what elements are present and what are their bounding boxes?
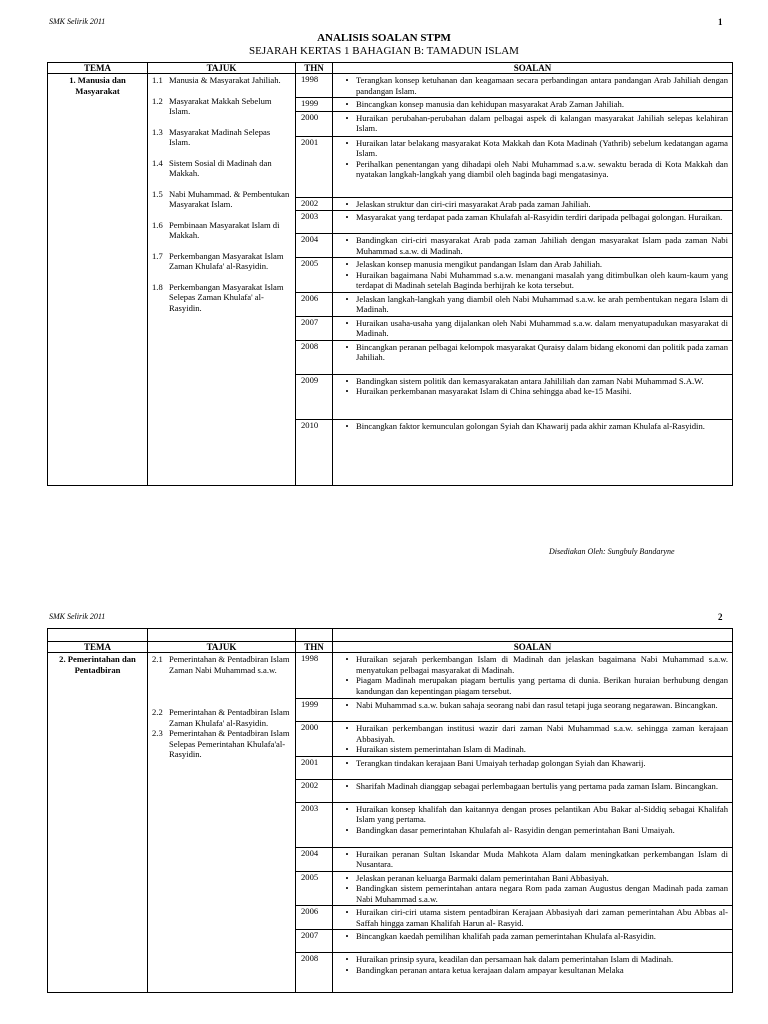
bullet-icon: • (345, 824, 349, 835)
question-item (338, 781, 728, 792)
year-cell: 2001 (296, 756, 333, 779)
tajuk-cell (148, 653, 296, 993)
bullet-icon: • (345, 235, 349, 245)
year-cell: 2002 (296, 779, 333, 802)
year-cell: 2003 (296, 211, 333, 234)
year-cell: 2005 (296, 871, 333, 906)
bullet-icon: • (345, 700, 349, 710)
document-title: ANALISIS SOALAN STPM (317, 32, 451, 44)
tajuk-item (152, 127, 293, 148)
year-cell: 2005 (296, 258, 333, 293)
question-item (338, 159, 728, 180)
bullet-icon: • (345, 780, 349, 791)
question-item (338, 376, 728, 387)
column-header-tajuk: TAJUK (148, 63, 296, 74)
question-text: Bandingkan sistem politik dan kemasyarakatan antara Jahililiah dan zaman Nabi Muhammad S.A.W. (356, 375, 704, 386)
soalan-cell (333, 136, 733, 197)
tema-cell (48, 653, 148, 993)
question-text: Bandingkan peranan antara ketua kerajaan dalam ampayar kesultanan Melaka (356, 964, 624, 975)
question-text: Huraikan konsep khalifah dan kaitannya dengan proses pelantikan Abu Bakar al-Siddiq sebagai Khalifah Islam yang pertama. (356, 803, 728, 824)
year-cell: 2009 (296, 374, 333, 419)
question-text: Terangkan konsep ketuhanan dan keagamaan secara perbandingan antara pandangan Arab Jahiliah dengan pandangan Islam. (356, 75, 728, 96)
question-item (338, 654, 728, 675)
question-item (338, 99, 728, 110)
question-item (338, 75, 728, 96)
question-text: Terangkan tindakan kerajaan Bani Umaiyah terhadap golongan Syiah dan Khawarij. (356, 757, 646, 768)
question-item (338, 675, 728, 696)
column-header-tema: TEMA (48, 63, 148, 74)
bullet-icon: • (345, 158, 349, 169)
question-item (338, 421, 728, 432)
tajuk-number: 2.2 (152, 707, 163, 717)
soalan-cell (333, 258, 733, 293)
tajuk-item (152, 654, 293, 675)
soalan-cell (333, 98, 733, 112)
bullet-icon: • (345, 964, 349, 975)
question-item (338, 849, 728, 870)
question-text: Jelaskan konsep manusia mengikut pandangan Islam dan Arab Jahiliah. (356, 259, 603, 269)
page-number: 1 (718, 17, 723, 27)
bullet-icon: • (345, 420, 349, 431)
question-item (338, 235, 728, 256)
bullet-icon: • (345, 269, 349, 280)
column-header-thn: THN (296, 63, 333, 74)
question-text: Jelaskan struktur dan ciri-ciri masyarakat Arab pada zaman Jahiliah. (356, 198, 591, 209)
year-cell: 2004 (296, 847, 333, 871)
question-text: Huraikan perkembangan institusi wazir dari zaman Nabi Muhammad s.a.w. sehingga zaman kerajaan Abbasiyah. (356, 723, 728, 744)
question-text: Huraikan ciri-ciri utama sistem pentadbiran Kerajaan Abbasiyah dari zaman pemerintahan Abu Abbas al-Saffah hingga zaman Khalifah Harun al- Rasyid. (356, 907, 728, 928)
bullet-icon: • (345, 75, 349, 85)
bullet-icon: • (345, 723, 349, 733)
document-title-block (0, 32, 768, 58)
tajuk-item (152, 189, 293, 210)
question-text: Jelaskan langkah-langkah yang diambil oleh Nabi Muhammad s.a.w. ke arah pembentukan negara Islam di Madinah. (356, 293, 728, 314)
tajuk-item (152, 707, 293, 728)
tajuk-number: 1.1 (152, 75, 163, 85)
question-text: Huraikan peranan Sultan Iskandar Muda Mahkota Alam dalam meningkatkan perkembangan Islam di Nusantara. (356, 848, 728, 869)
question-analysis-table (47, 62, 733, 486)
bullet-icon: • (345, 803, 349, 814)
soalan-cell (333, 953, 733, 993)
question-text: Huraikan prinsip syura, keadilan dan persamaan hak dalam pemerintahan Islam di Madinah. (356, 954, 674, 964)
soalan-cell (333, 419, 733, 485)
tema-label: 2. Pemerintahan dan Pentadbiran (59, 654, 136, 675)
question-text: Sharifah Madinah dianggap sebagai perlembagaan bertulis yang pertama pada zaman Islam. Bincangkan. (356, 780, 718, 791)
soalan-cell (333, 653, 733, 699)
question-item (338, 138, 728, 159)
question-item (338, 883, 728, 904)
bullet-icon: • (345, 293, 349, 304)
soalan-cell (333, 211, 733, 234)
question-text: Bincangkan kaedah pemilihan khalifah pada zaman pemerintahan Khulafa al-Rasyidin. (356, 931, 656, 941)
question-item (338, 113, 728, 134)
soalan-cell (333, 930, 733, 953)
year-cell: 2000 (296, 111, 333, 136)
tajuk-number: 2.1 (152, 654, 163, 664)
question-text: Nabi Muhammad s.a.w. bukan sahaja seorang nabi dan rasul tetapi juga seorang negarawan. Bincangkan. (356, 700, 718, 710)
bullet-icon: • (345, 872, 349, 883)
year-cell: 2001 (296, 136, 333, 197)
year-cell: 1998 (296, 653, 333, 699)
year-cell: 2008 (296, 340, 333, 374)
bullet-icon: • (345, 198, 349, 209)
soalan-cell (333, 234, 733, 258)
tajuk-text: Pemerintahan & Pentadbiran Islam Selepas Pemerintahan Khulafa'al-Rasyidin. (169, 728, 290, 759)
tajuk-text: Pembinaan Masyarakat Islam di Makkah. (169, 219, 280, 240)
bullet-icon: • (345, 375, 349, 386)
bullet-icon: • (345, 654, 349, 664)
soalan-cell (333, 699, 733, 722)
question-item (338, 259, 728, 270)
table-header-row (48, 63, 733, 74)
tajuk-cell (148, 74, 296, 486)
soalan-cell (333, 756, 733, 779)
soalan-cell (333, 292, 733, 316)
document-subtitle: SEJARAH KERTAS 1 BAHAGIAN B: TAMADUN ISLAM (249, 45, 519, 57)
tajuk-number: 1.7 (152, 250, 163, 261)
soalan-cell (333, 111, 733, 136)
question-item (338, 758, 728, 769)
soalan-cell (333, 374, 733, 419)
question-text: Bandingkan sistem pemerintahan antara negara Rom pada zaman Augustus dengan Madinah pada zaman Nabi Muhammad s.a.w. (356, 883, 728, 904)
tajuk-item (152, 220, 293, 241)
question-text: Huraikan sejarah perkembangan Islam di Madinah dan jelaskan bagaimana Nabi Muhammad s.a.w. menyatukan pelbagai masyarakat di Madinah. (356, 654, 728, 675)
year-cell: 2007 (296, 316, 333, 340)
year-cell: 2006 (296, 292, 333, 316)
question-item (338, 212, 728, 223)
bullet-icon: • (345, 744, 349, 754)
page-header-school: SMK Selirik 2011 (49, 17, 106, 26)
bullet-icon: • (345, 99, 349, 109)
bullet-icon: • (345, 931, 349, 941)
question-text: Masyarakat yang terdapat pada zaman Khulafah al-Rasyidin terdiri daripada pelbagai golongan. Huraikan. (356, 212, 723, 222)
soalan-cell (333, 906, 733, 930)
soalan-cell (333, 779, 733, 802)
question-item (338, 907, 728, 928)
table-header-row (48, 642, 733, 653)
question-item (338, 954, 728, 965)
bullet-icon: • (345, 386, 349, 396)
year-cell: 1999 (296, 699, 333, 722)
tajuk-text: Masyarakat Makkah Sebelum Islam. (169, 95, 272, 116)
column-header-tajuk: TAJUK (148, 642, 296, 653)
year-cell: 2000 (296, 722, 333, 757)
question-item (338, 931, 728, 942)
question-text: Huraikan perkembanan masyarakat Islam di China sehingga abad ke-15 Masihi. (356, 386, 632, 396)
soalan-cell (333, 871, 733, 906)
bullet-icon: • (345, 907, 349, 917)
tajuk-number: 2.3 (152, 728, 163, 738)
column-header-soalan: SOALAN (333, 642, 733, 653)
question-item (338, 825, 728, 836)
tajuk-item (152, 75, 293, 86)
soalan-cell (333, 340, 733, 374)
bullet-icon: • (345, 112, 349, 123)
question-text: Bincangkan faktor kemunculan golongan Syiah dan Khawarij pada akhir zaman Khulafa al-Rasyidin. (356, 420, 705, 431)
tajuk-number: 1.6 (152, 219, 163, 230)
question-item (338, 700, 728, 711)
bullet-icon: • (345, 848, 349, 859)
question-text: Huraikan latar belakang masyarakat Kota Makkah dan Kota Madinah (Yathrib) sebelum kedatangan agama Islam. (356, 137, 728, 158)
year-cell: 1999 (296, 98, 333, 112)
year-cell: 2007 (296, 930, 333, 953)
tajuk-item (152, 96, 293, 117)
question-item (338, 804, 728, 825)
document-page-2 (0, 590, 768, 1024)
table-spacer-row (48, 629, 733, 642)
year-cell: 2008 (296, 953, 333, 993)
question-text: Jelaskan peranan keluarga Barmaki dalam pemerintahan Bani Abbasiyah. (356, 872, 609, 883)
question-item (338, 386, 728, 397)
tajuk-number: 1.4 (152, 157, 163, 168)
tema-cell (48, 74, 148, 486)
question-item (338, 199, 728, 210)
year-cell: 2002 (296, 197, 333, 211)
tajuk-item (152, 728, 293, 760)
tajuk-item (152, 158, 293, 179)
column-header-thn: THN (296, 642, 333, 653)
question-text: Bandingkan ciri-ciri masyarakat Arab pada zaman Jahiliah dengan masyarakat Islam pada zaman Nabi Muhammad s.a.w. di Madinah. (356, 235, 728, 256)
table-row (48, 74, 733, 98)
tajuk-text: Sistem Sosial di Madinah dan Makkah. (169, 157, 272, 178)
question-text: Bandingkan dasar pemerintahan Khulafah al- Rasyidin dengan pemerintahan Bani Umaiyah. (356, 824, 675, 835)
question-item (338, 965, 728, 976)
question-analysis-table (47, 628, 733, 993)
bullet-icon: • (345, 317, 349, 328)
bullet-icon: • (345, 675, 349, 685)
soalan-cell (333, 197, 733, 211)
question-item (338, 342, 728, 363)
question-text: Huraikan perubahan-perubahan dalam pelbagai aspek di kalangan masyarakat Jahiliah selepas kelahiran Islam. (356, 112, 728, 133)
table-row (48, 653, 733, 699)
soalan-cell (333, 847, 733, 871)
question-text: Piagam Madinah merupakan piagam bertulis yang pertama di dunia. Berikan huraian berhubung dengan kandungan dan kepentingan piagam tersebut. (356, 675, 728, 696)
year-cell: 2010 (296, 419, 333, 485)
question-item (338, 873, 728, 884)
bullet-icon: • (345, 954, 349, 964)
soalan-cell (333, 802, 733, 847)
bullet-icon: • (345, 137, 349, 148)
bullet-icon: • (345, 883, 349, 893)
question-item (338, 294, 728, 315)
tajuk-number: 1.2 (152, 95, 163, 106)
bullet-icon: • (345, 212, 349, 222)
year-cell: 2003 (296, 802, 333, 847)
question-item (338, 270, 728, 291)
tajuk-text: Perkembangan Masyarakat Islam Selepas Zaman Khulafa' al-Rasyidin. (169, 281, 284, 313)
soalan-cell (333, 74, 733, 98)
year-cell: 1998 (296, 74, 333, 98)
question-text: Huraikan sistem pemerintahan Islam di Madinah. (356, 744, 526, 754)
question-text: Huraikan bagaimana Nabi Muhammad s.a.w. menangani masalah yang ditimbulkan oleh kaum-kaum yang terdapat di Madinah setelah Baginda berhijrah ke kota tersebut. (356, 269, 728, 290)
prepared-by-credit: Disediakan Oleh: Sungbuly Bandaryne (549, 547, 675, 556)
tajuk-text: Masyarakat Madinah Selepas Islam. (169, 126, 271, 147)
tajuk-item (152, 251, 293, 272)
tajuk-number: 1.3 (152, 126, 163, 137)
question-text: Huraikan usaha-usaha yang dijalankan oleh Nabi Muhammad s.a.w. dalam menyatupadukan masyarakat di Madinah. (356, 317, 728, 338)
year-cell: 2006 (296, 906, 333, 930)
question-text: Perihalkan penentangan yang dihadapi oleh Nabi Muhammad s.a.w. sewaktu berada di Kota Makkah dan nyatakan langkah-langkah yang diambil oleh baginda bagi mengatasinya. (356, 158, 728, 179)
soalan-cell (333, 722, 733, 757)
tajuk-item (152, 282, 293, 314)
question-item (338, 723, 728, 744)
tajuk-text: Nabi Muhammad. & Pembentukan Masyarakat Islam. (169, 188, 290, 209)
tajuk-number: 1.5 (152, 188, 163, 199)
question-item (338, 318, 728, 339)
page-header-school: SMK Selirik 2011 (49, 612, 106, 621)
tajuk-text: Pemerintahan & Pentadbiran Islam Zaman Nabi Muhammad s.a.w. (169, 654, 290, 675)
tema-label: 1. Manusia dan Masyarakat (69, 75, 126, 96)
question-item (338, 744, 728, 755)
bullet-icon: • (345, 259, 349, 269)
column-header-soalan: SOALAN (333, 63, 733, 74)
year-cell: 2004 (296, 234, 333, 258)
question-text: Bincangkan konsep manusia dan kehidupan masyarakat Arab Zaman Jahiliah. (356, 99, 624, 109)
soalan-cell (333, 316, 733, 340)
question-text: Bincangkan peranan pelbagai kelompok masyarakat Quraisy dalam bidang ekonomi dan politik pada zaman Jahiliah. (356, 341, 728, 362)
tajuk-text: Pemerintahan & Pentadbiran Islam Zaman Khulafa' al-Rasyidin. (169, 707, 290, 728)
tajuk-text: Manusia & Masyarakat Jahiliah. (169, 75, 281, 85)
bullet-icon: • (345, 341, 349, 352)
page-number: 2 (718, 612, 723, 622)
tajuk-text: Perkembangan Masyarakat Islam Zaman Khulafa' al-Rasyidin. (169, 250, 284, 271)
column-header-tema: TEMA (48, 642, 148, 653)
tajuk-number: 1.8 (152, 281, 163, 292)
bullet-icon: • (345, 757, 349, 768)
